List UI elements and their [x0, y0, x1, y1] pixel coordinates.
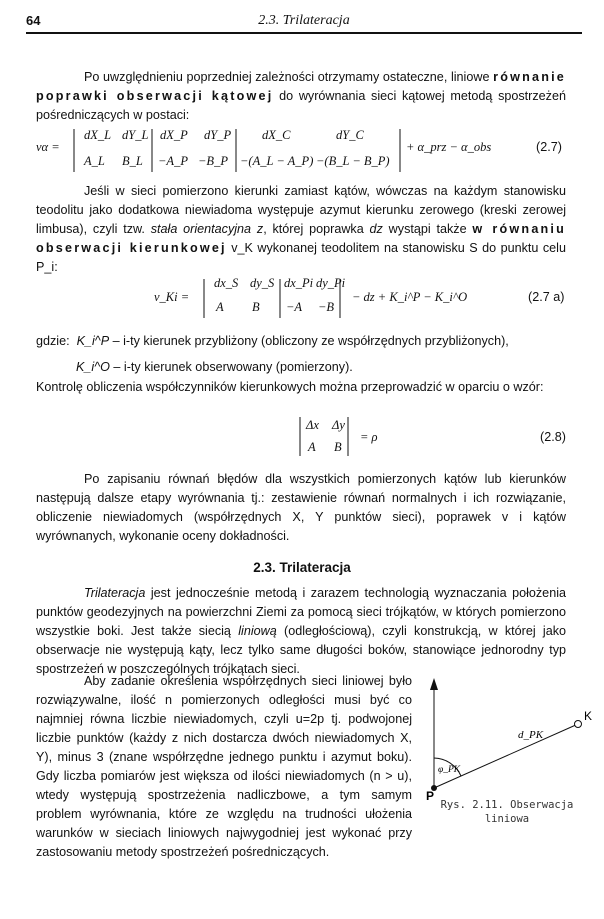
page-number: 64 [26, 13, 41, 28]
label-phi-pk: φ_PK [438, 765, 461, 775]
para1-text2: do wyrównania sieci kątowej metodą spostrzeżeń pośredniczących w postaci: [36, 89, 566, 122]
eq28-r2c2: B [334, 440, 342, 454]
para2-text2: , której poprawka [263, 222, 370, 236]
definition-ko [76, 358, 576, 377]
caption-line-1: Rys. 2.11. Obserwacja [440, 799, 574, 811]
eq28-rhs: = ρ [360, 430, 378, 444]
line-pk [434, 724, 578, 788]
para2-text3: wystąpi także [382, 222, 473, 236]
point-k-marker [575, 721, 582, 728]
paragraph-2 [36, 182, 566, 277]
eq27a-lhs: v_Ki = [154, 290, 190, 304]
eq27a-r1c3: dx_Pi [284, 276, 314, 290]
eq27-lhs: vα = [36, 140, 60, 154]
eq27-r1c1: dX_L [84, 128, 112, 142]
para5-text2: (odległościową), czyli konstrukcją, w której jako obserwacje nie występują kąty, lecz tylko same długości boków, stanowiące jednorodny typ spostrzeżeń w poszczególnych trójkątach sieci. [36, 624, 567, 676]
eq28-number: (2.8) [540, 430, 566, 444]
paragraph-5 [36, 584, 566, 679]
para5-text1: jest jednocześnie metodą i zarazem technologią wyznaczania położenia punktów geodezyjnych na powierzchni Ziemi za pomocą sieci trójkątów, w których pomierzono wszystkie boki. Jest także siecią [36, 586, 566, 638]
caption-line-2: liniowa [484, 813, 530, 825]
para1-spaced: równanie poprawki obserwacji kątowej [36, 70, 566, 103]
eq27-r1c2: dY_L [122, 128, 149, 142]
eq27-r2c1: A_L [84, 154, 105, 168]
paragraph-4: Po zapisaniu równań błędów dla wszystkich pomierzonych kątów lub kierunków następują dalsze etapy wyrównania tj.: zestawienie równań normalnych i ich rozwiązanie, obliczenie niewiadomych (współrzędnych X, Y punktów sieci), poprawek v i kątów wyrównanych, wykonanie oceny dokładności. [36, 472, 566, 543]
eq27a-r1c2: dy_S [250, 276, 275, 290]
defs-kp-text: – i-ty kierunek przybliżony (obliczony ze współrzędnych przybliżonych), [109, 334, 509, 348]
eq27-r1c4: dY_P [204, 128, 232, 142]
para2-italic1: stała orientacyjna z [150, 222, 264, 236]
paragraph-6: Aby zadanie określenia współrzędnych sieci liniowej było rozwiązywalne, ilość n pomierzonych odległości musi być co najmniej równa liczbie niewiadomych, czyli u=2p tj. podwojonej liczbie punktów (każdy z nich dostarcza dwóch niewiadomych X, Y), minus 3 (znane współrzędne jednego punktu i azymut boku). Gdy liczba pomiarów jest większa od ilości niewiadomych (n > u), wtedy występują spostrzeżenia nadliczbowe, a tym samym problem wyrównania, które ze względu na trudności ułożenia warunków w sieciach liniowych najwygodniej jest wykonać przy zastosowaniu metody spostrzeżeń pośredniczących. [36, 674, 412, 859]
para1-text1: Po uwzględnieniu poprzedniej zależności otrzymamy ostateczne, liniowe [84, 70, 494, 84]
eq27-r1c3: dX_P [160, 128, 188, 142]
section-title: 2.3. Trilateracja [253, 560, 351, 575]
label-d-pk: d_PK [518, 729, 544, 741]
eq27-r2c2: B_L [122, 154, 143, 168]
defs-ko-symbol: K_i^O [76, 360, 110, 374]
eq28-r2c1: A [308, 440, 316, 454]
para5-italic1: Trilateracja [84, 586, 146, 600]
label-p: P [426, 789, 435, 803]
defs-kp-symbol: K_i^P [76, 334, 110, 348]
eq27-r2c6: −(B_L − B_P) [316, 154, 390, 168]
eq27-r1c6: dY_C [336, 128, 364, 142]
para2-italic2: dz [369, 222, 383, 236]
running-title: 2.3. Trilateracja [258, 13, 350, 28]
definition-kp [36, 332, 576, 351]
defs-ko-text: – i-ty kierunek obserwowany (pomierzony). [109, 360, 353, 374]
eq27-r2c3: −A_P [158, 154, 188, 168]
page-header [26, 10, 582, 34]
eq27-r2c5: −(A_L − A_P) [240, 154, 314, 168]
figure-caption [432, 798, 582, 826]
eq27a-number: (2.7 a) [528, 290, 565, 304]
eq27-r2c4: −B_P [198, 154, 228, 168]
eq27a-tail: − dz + K_i^P − K_i^O [352, 290, 468, 304]
north-arrow-icon [430, 678, 438, 690]
eq28-r1c1: Δx [306, 418, 319, 432]
eq27a-r2c3: −A [286, 300, 303, 314]
eq27a-r2c2: B [252, 300, 260, 314]
para2-spaced: w równaniu obserwacji kierunkowej [36, 222, 567, 255]
paragraph-3: Kontrolę obliczenia współczynników kierunkowych można przeprowadzić w oparciu o wzór: [36, 380, 544, 394]
label-k: K [584, 709, 593, 723]
eq27-r1c5: dX_C [262, 128, 291, 142]
para5-italic2: liniową [238, 624, 277, 638]
eq27a-r2c4: −B [318, 300, 335, 314]
defs-prefix: gdzie: [36, 334, 70, 348]
paragraph-1 [36, 68, 566, 125]
eq27a-r1c1: dx_S [214, 276, 239, 290]
para2-text1: Jeśli w sieci pomierzono kierunki zamiast kątów, wówczas na każdym stanowisku teodolitu jako dodatkowa niewiadoma występuje azymut kierunku zerowego (kreski zerowej limbusa), czyli tzw. [36, 184, 566, 236]
eq27a-r1c4: dy_Pi [316, 276, 346, 290]
eq27-number: (2.7) [536, 140, 562, 154]
para2-text4: v_K wykonanej teodolitem na stanowisku S do punktu celu P_i: [36, 241, 566, 274]
eq28-r1c2: Δy [332, 418, 345, 432]
eq28-bars [296, 414, 356, 462]
eq27a-r2c1: A [216, 300, 224, 314]
eq27-tail: + α_prz − α_obs [406, 140, 492, 154]
